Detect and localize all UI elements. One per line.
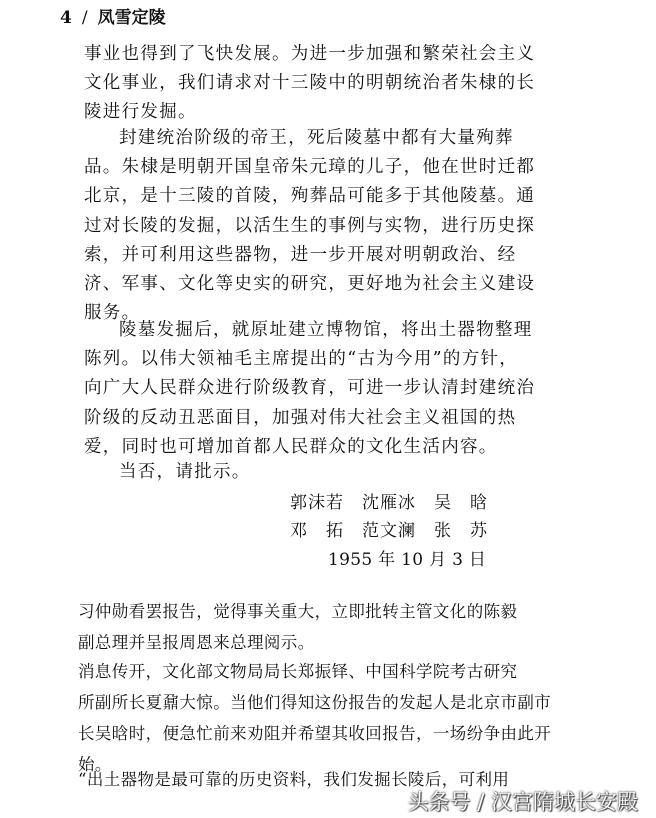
text-line: 北京，是十三陵的首陵，殉葬品可能多于其他陵墓。通 (84, 186, 536, 207)
signature-line-1: 郭沫若 沈雁冰 吴 晗 (290, 493, 488, 513)
letter-paragraph-4 (84, 458, 251, 487)
page-header (60, 3, 166, 28)
text-line: 过对长陵的发掘，以活生生的事例与实物，进行历史探 (84, 215, 536, 236)
letter-paragraph-3 (84, 316, 535, 462)
text-line: 索，并可利用这些器物，进一步开展对明朝政治、经 (84, 244, 517, 265)
text-line: 所副所长夏鼐大惊。当他们得知这份报告的发起人是北京市副市 (78, 693, 552, 712)
text-line: 消息传开，文化部文物局局长郑振铎、中国科学院考古研究 (78, 662, 518, 681)
text-line: 长吴晗时，便急忙前来劝阻并希望其收回报告，一场纷争由此开 (78, 724, 552, 743)
watermark: 头条号 / 汉宫隋城长安殿 (407, 790, 638, 814)
narrative-paragraph-2 (78, 656, 551, 780)
text-line: 陈列。以伟大领袖毛主席提出的“古为今用”的方针， (84, 349, 519, 370)
header-separator: / (81, 8, 88, 28)
text-line: 副总理并呈报周恩来总理阅示。 (78, 633, 315, 652)
text-line: 阶级的反动丑恶面目，加强对伟大社会主义祖国的热 (84, 407, 517, 428)
text-line: 事业也得到了飞快发展。为进一步加强和繁荣社会主义 (84, 44, 536, 64)
narrative-paragraph-1 (78, 596, 517, 658)
page-number: 4 (60, 8, 72, 28)
book-title: 凤雪定陵 (97, 8, 166, 28)
text-line: 济、军事、文化等史实的研究，更好地为社会主义建设 (84, 274, 536, 295)
letter-date: 1955 年 10 月 3 日 (328, 550, 487, 570)
text-line: 封建统治阶级的帝王，死后陵墓中都有大量殉葬 (119, 128, 514, 148)
letter-paragraph-1 (84, 40, 535, 128)
text-line: “出土器物是最可靠的历史资料，我们发掘长陵后，可利用 (78, 770, 510, 789)
text-line: 始。 (78, 755, 112, 774)
text-line: 当否，请批示。 (119, 462, 251, 482)
text-line: 品。朱棣是明朝开国皇帝朱元璋的儿子，他在世时迁都 (84, 157, 536, 178)
text-line: 习仲勋看罢报告，觉得事关重大，立即批转主管文化的陈毅 (78, 602, 518, 621)
letter-paragraph-2 (84, 124, 535, 328)
text-line: 爱，同时也可增加首都人民群众的文化生活内容。 (84, 436, 498, 457)
text-line: 服务。 (84, 303, 141, 324)
text-line: 向广大人民群众进行阶级教育，可进一步认清封建统治 (84, 378, 536, 399)
text-line: 陵墓发掘后，就原址建立博物馆，将出土器物整理 (119, 320, 533, 340)
text-line: 陵进行发掘。 (84, 102, 197, 123)
signature-line-2: 邓 拓 范文澜 张 苏 (290, 521, 488, 541)
text-line: 文化事业，我们请求对十三陵中的明朝统治者朱棣的长 (84, 73, 536, 94)
